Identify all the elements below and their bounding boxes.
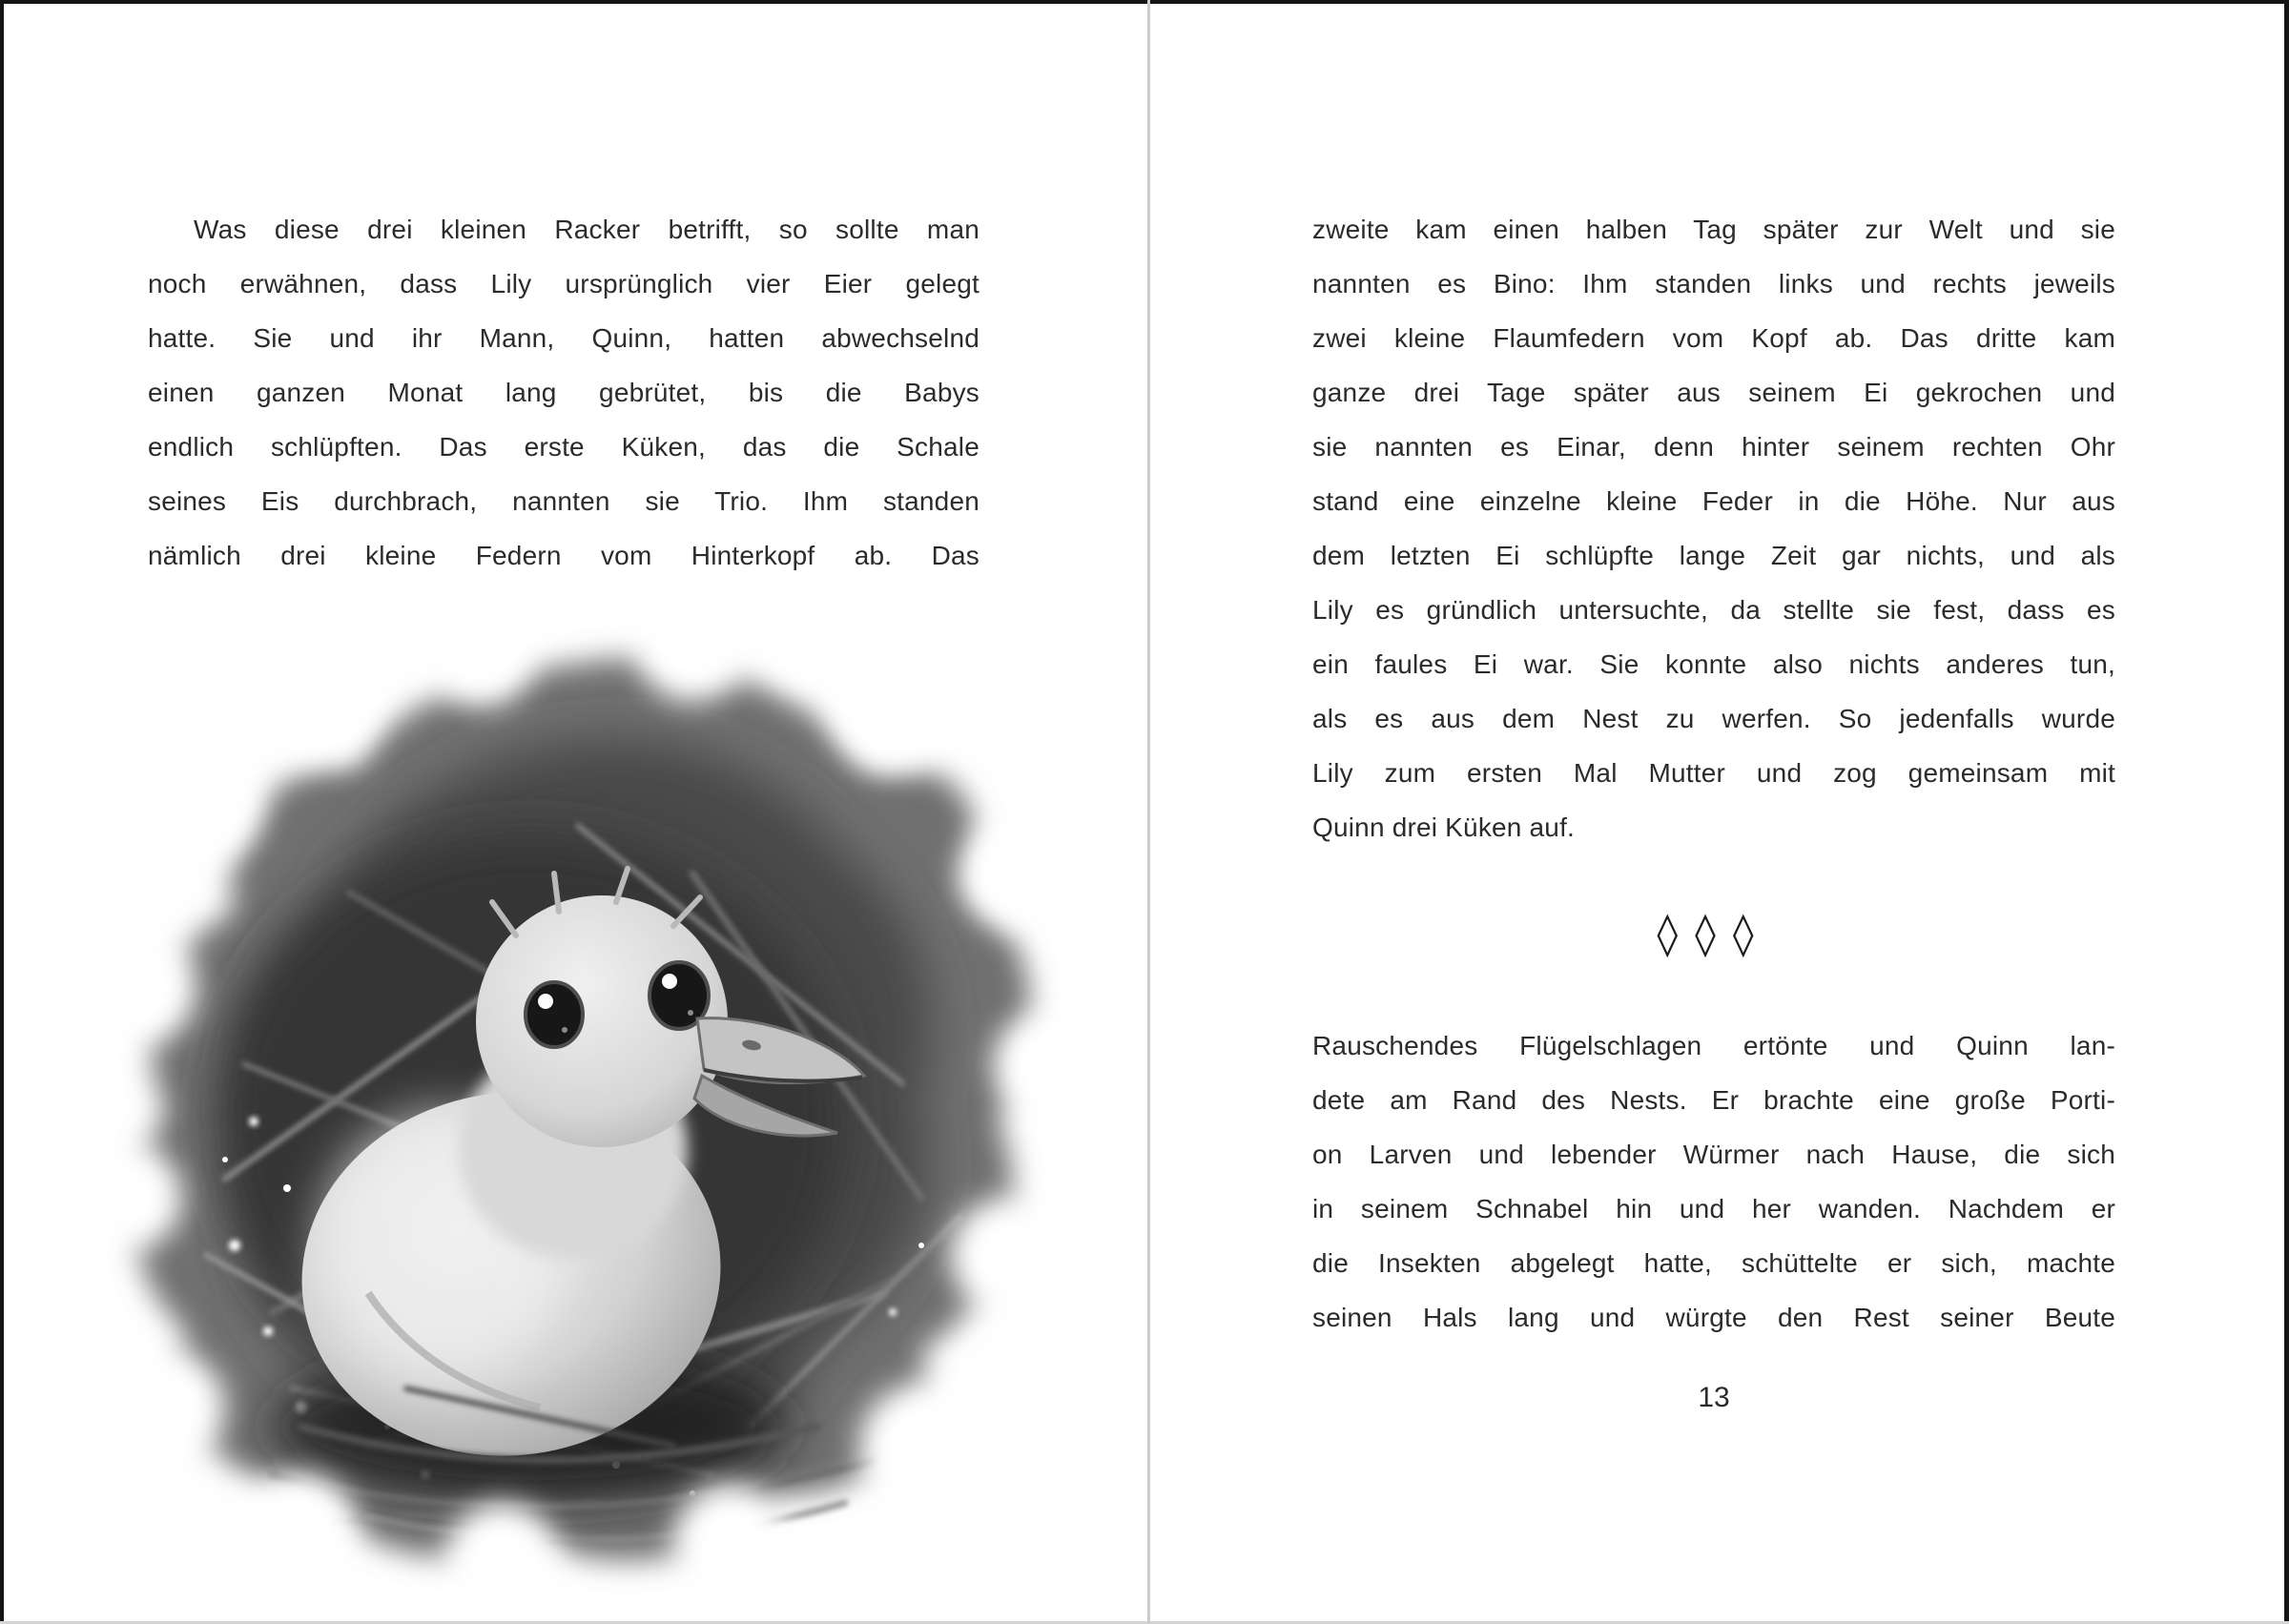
text-line: Lily es gründlich untersuchte, da stellte sie fest, dass es: [1312, 595, 2115, 625]
section-divider-diamonds: ◊◊◊: [1657, 910, 1771, 958]
text-line: sie nannten es Einar, denn hinter seinem rechten Ohr: [1312, 432, 2115, 462]
text-line: einen ganzen Monat lang gebrütet, bis die Babys: [148, 378, 980, 407]
text-line: stand eine einzelne kleine Feder in die Höhe. Nur aus: [1312, 486, 2115, 516]
text-line: endlich schlüpften. Das erste Küken, das die Schale: [148, 432, 980, 462]
text-line: als es aus dem Nest zu werfen. So jedenfalls wurde: [1312, 704, 2115, 733]
text-line: nannten es Bino: Ihm standen links und rechts jeweils: [1312, 269, 2115, 298]
text-line: on Larven und lebender Würmer nach Hause, die sich: [1312, 1140, 2115, 1169]
text-line: dete am Rand des Nests. Er brachte eine große Porti-: [1312, 1085, 2115, 1115]
text-line: die Insekten abgelegt hatte, schüttelte er sich, machte: [1312, 1248, 2115, 1278]
right-paragraph-2: [1312, 1018, 2115, 1345]
text-line: zweite kam einen halben Tag später zur Welt und sie: [1312, 215, 2115, 244]
text-line: seinen Hals lang und würgte den Rest seiner Beute: [1312, 1303, 2115, 1332]
text-line: in seinem Schnabel hin und her wanden. Nachdem er: [1312, 1194, 2115, 1223]
chick-eye-left: [526, 982, 583, 1047]
left-edge-line: [0, 0, 4, 1624]
text-line: seines Eis durchbrach, nannten sie Trio. Ihm standen: [148, 486, 980, 516]
text-line: zwei kleine Flaumfedern vom Kopf ab. Das dritte kam: [1312, 323, 2115, 353]
page-number: 13: [1698, 1382, 1730, 1413]
text-line: Rauschendes Flügelschlagen ertönte und Quinn lan-: [1312, 1031, 2115, 1060]
text-line: ganze drei Tage später aus seinem Ei gekrochen und: [1312, 378, 2115, 407]
text-line: dem letzten Ei schlüpfte lange Zeit gar nichts, und als: [1312, 541, 2115, 570]
top-edge-line: [0, 0, 2289, 4]
text-line: Was diese drei kleinen Racker betrifft, so sollte man: [194, 215, 980, 244]
left-paragraph: [148, 202, 980, 583]
text-line: Lily zum ersten Mal Mutter und zog gemeinsam mit: [1312, 758, 2115, 788]
right-edge-line: [2284, 0, 2289, 1624]
text-line: noch erwähnen, dass Lily ursprünglich vier Eier gelegt: [148, 269, 980, 298]
right-paragraph-1: [1312, 202, 2115, 854]
page-gutter: [1147, 0, 1150, 1624]
text-line: Quinn drei Küken auf.: [1312, 812, 1576, 842]
chick-illustration: [82, 587, 1099, 1598]
text-line: hatte. Sie und ihr Mann, Quinn, hatten abwechselnd: [148, 323, 980, 353]
text-line: nämlich drei kleine Federn vom Hinterkopf ab. Das: [148, 541, 980, 570]
text-line: ein faules Ei war. Sie konnte also nichts anderes tun,: [1312, 649, 2115, 679]
